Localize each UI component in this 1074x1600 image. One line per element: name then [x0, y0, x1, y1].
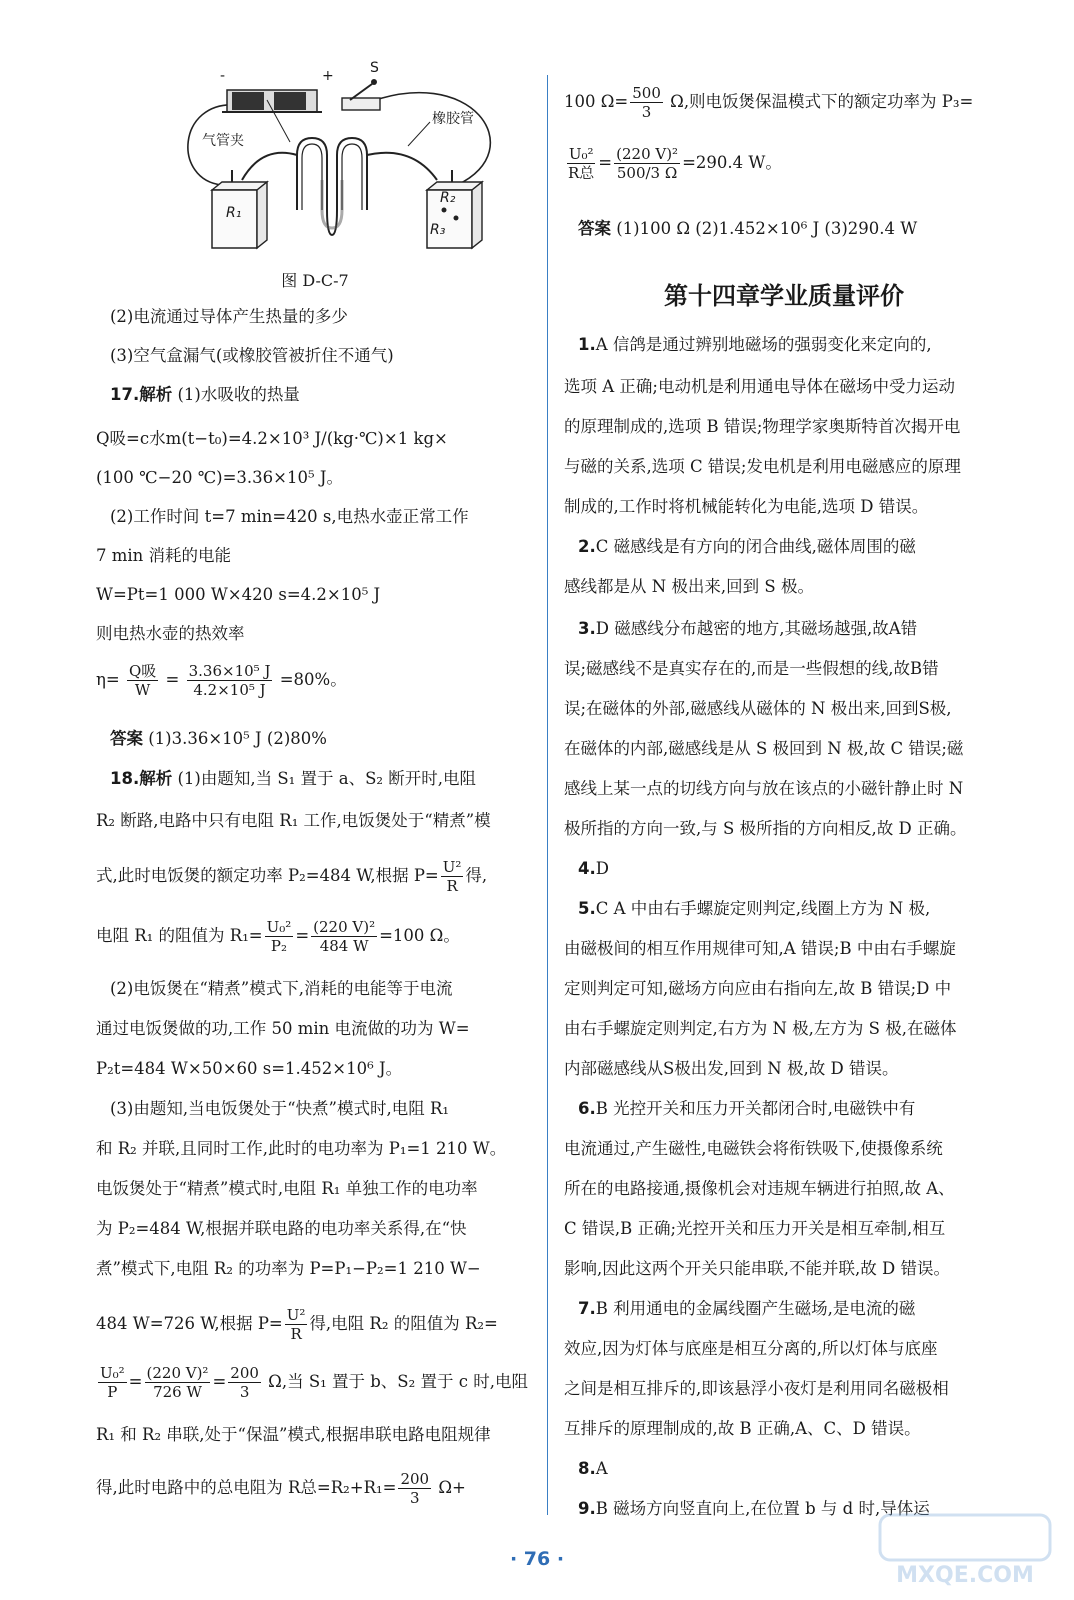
text-line: W=Pt=1 000 W×420 s=4.2×10⁵ J	[96, 585, 381, 604]
figure-label-tube: 橡胶管	[432, 111, 474, 127]
text-line: 效应,因为灯体与底座是相互分离的,所以灯体与底座	[564, 1339, 938, 1358]
text-line: 通过电饭煲做的功,工作 50 min 电流做的功为 W=	[96, 1019, 470, 1038]
text-span: =290.4 W。	[682, 153, 782, 172]
text-line: 误;在磁体的外部,磁感线从磁体的 N 极出来,回到S极,	[564, 699, 952, 718]
answer-option: A	[595, 335, 608, 354]
numerator: U₀²	[100, 1364, 125, 1382]
text-line: 煮”模式下,电阻 R₂ 的功率为 P=P₁−P₂=1 210 W−	[96, 1259, 481, 1278]
text-line: 与磁的关系,选项 C 错误;发电机是利用电磁感应的原理	[564, 457, 961, 476]
question-number: 2.	[578, 537, 596, 556]
numerator: U²	[286, 1306, 306, 1324]
text-line: 影响,因此这两个开关只能串联,不能并联,故 D 错误。	[564, 1259, 950, 1278]
figure-label-r2: R₂	[440, 190, 456, 206]
text-span: 100 Ω=	[564, 92, 629, 111]
section-title: 第十四章学业质量评价	[664, 282, 904, 310]
text-line: 之间是相互排斥的,即该悬浮小夜灯是利用同名磁极相	[564, 1379, 949, 1398]
question-number: 6.	[578, 1099, 596, 1118]
text-line: (2)电流通过导体产生热量的多少	[110, 307, 348, 326]
text-line: 为 P₂=484 W,根据并联电路的电功率关系得,在“快	[96, 1219, 467, 1238]
denominator: 484 W	[319, 937, 369, 955]
figure-label-clip: 气管夹	[202, 133, 244, 149]
fraction	[98, 1364, 127, 1401]
text-line: Q吸=c水m(t−t₀)=4.2×10³ J/(kg·℃)×1 kg×	[96, 429, 448, 448]
numerator: 200	[400, 1470, 430, 1488]
q5-line	[578, 898, 930, 920]
numerator: (220 V)²	[146, 1364, 209, 1382]
text-line: 互排斥的原理制成的,故 B 正确,A、C、D 错误。	[564, 1419, 921, 1438]
figure-label-r3: R₃	[430, 222, 446, 238]
fraction	[398, 1470, 431, 1507]
fraction	[145, 1364, 211, 1401]
denominator: W	[134, 681, 151, 699]
q18-header	[110, 768, 476, 790]
text-span: =100 Ω。	[379, 926, 460, 945]
text-line: 误;磁感线不是真实存在的,而是一些假想的线,故B错	[564, 659, 939, 678]
text-span: 得,	[465, 866, 488, 885]
circuit-figure	[182, 60, 512, 260]
answer-label: 答案	[578, 219, 611, 238]
text-line: 由右手螺旋定则判定,右方为 N 极,左方为 S 极,在磁体	[564, 1019, 957, 1038]
fraction	[441, 858, 464, 895]
text-span: 得,电阻 R₂ 的阻值为 R₂=	[309, 1314, 498, 1333]
text-span: η=	[96, 670, 120, 689]
fraction	[285, 1306, 308, 1343]
answer-line	[110, 728, 327, 750]
numerator: U₀²	[568, 145, 594, 163]
text-line: (3)由题知,当电饭煲处于“快煮”模式时,电阻 R₁	[110, 1099, 450, 1118]
analysis-label: 解析	[139, 385, 173, 404]
text-span: =	[165, 670, 180, 689]
formula-line	[564, 145, 782, 182]
question-number: 17.	[110, 385, 140, 404]
text-span: 利用通电的金属线圈产生磁场,是电流的磁	[607, 1299, 916, 1318]
column-divider	[547, 75, 548, 1515]
text-line: 定则判定可知,磁场方向应由右指向左,故 B 错误;D 中	[564, 979, 952, 998]
text-line: 由磁极间的相互作用规律可知,A 错误;B 中由右手螺旋	[564, 939, 956, 958]
denominator: 3	[641, 103, 652, 121]
text-line: (2)工作时间 t=7 min=420 s,电热水壶正常工作	[110, 507, 469, 526]
text-line: R₂ 断路,电路中只有电阻 R₁ 工作,电饭煲处于“精煮”模	[96, 811, 491, 830]
text-span: 信鸽是通过辨别地磁场的强弱变化来定向的,	[607, 335, 932, 354]
numerator: 3.36×10⁵ J	[188, 662, 271, 680]
numerator: Q吸	[128, 662, 157, 680]
text-span: (1)100 Ω (2)1.452×10⁶ J (3)290.4 W	[611, 219, 918, 238]
q1-line	[578, 334, 932, 356]
question-number: 9.	[578, 1499, 596, 1518]
figure-caption: 图 D-C-7	[281, 271, 349, 290]
text-span: =	[598, 153, 613, 172]
q17-header	[110, 384, 300, 406]
figure-label-minus: -	[220, 68, 226, 84]
page-number: · 76 ·	[509, 1548, 565, 1570]
denominator: 500/3 Ω	[616, 164, 678, 182]
fraction	[614, 145, 680, 182]
text-line: 选项 A 正确;电动机是利用通电导体在磁场中受力运动	[564, 377, 955, 396]
fraction	[127, 662, 158, 699]
answer-option: D	[595, 619, 609, 638]
text-line: (100 ℃−20 ℃)=3.36×10⁵ J。	[96, 468, 343, 487]
text-span: =	[128, 1372, 143, 1391]
denominator: R	[446, 877, 458, 895]
question-number: 7.	[578, 1299, 596, 1318]
text-span: 得,此时电路中的总电阻为 R总=R₂+R₁=	[96, 1478, 397, 1497]
text-line: 在磁体的内部,磁感线是从 S 极回到 N 极,故 C 错误;磁	[564, 739, 964, 758]
denominator: R总	[568, 164, 595, 182]
figure-label-plus: +	[322, 68, 334, 84]
numerator: U²	[442, 858, 462, 876]
answer-option: C	[595, 537, 609, 556]
answer-option: C	[595, 899, 609, 918]
text-span: =80%。	[279, 670, 347, 689]
text-span: (1)由题知,当 S₁ 置于 a、S₂ 断开时,电阻	[172, 769, 476, 788]
denominator: 4.2×10⁵ J	[193, 681, 266, 699]
text-line: (3)空气盒漏气(或橡胶管被折住不通气)	[110, 346, 394, 365]
question-number: 4.	[578, 859, 596, 878]
denominator: 3	[239, 1383, 250, 1401]
text-span: 484 W=726 W,根据 P=	[96, 1314, 283, 1333]
circuit-diagram	[182, 60, 512, 260]
text-line: 的原理制成的,选项 B 错误;物理学家奥斯特首次揭开电	[564, 417, 961, 436]
text-span: 式,此时电饭煲的额定功率 P₂=484 W,根据 P=	[96, 866, 439, 885]
text-line: C 错误,B 正确;光控开关和压力开关是相互牵制,相互	[564, 1219, 946, 1238]
answer-option: A	[595, 1459, 608, 1478]
text-line: P₂t=484 W×50×60 s=1.452×10⁶ J。	[96, 1059, 403, 1078]
numerator: 200	[230, 1364, 259, 1382]
formula-line	[96, 1364, 528, 1401]
denominator: R	[290, 1325, 302, 1343]
text-line: 电流通过,产生磁性,电磁铁会将衔铁吸下,使摄像系统	[564, 1139, 943, 1158]
q6-line	[578, 1098, 915, 1120]
answer-option: B	[595, 1299, 608, 1318]
fraction	[187, 662, 273, 699]
formula-line	[96, 1470, 466, 1507]
fraction	[228, 1364, 261, 1401]
text-span: A 中由右手螺旋定则判定,线圈上方为 N 极,	[608, 899, 931, 918]
watermark-icon	[870, 1510, 1060, 1590]
question-number: 1.	[578, 335, 596, 354]
answer-label: 答案	[110, 729, 143, 748]
formula-line	[564, 84, 973, 121]
text-span: 磁感线是有方向的闭合曲线,磁体周围的磁	[608, 537, 916, 556]
fraction	[265, 918, 294, 955]
text-line: 所在的电路接通,摄像机会对违规车辆进行拍照,故 A、	[564, 1179, 955, 1198]
text-span: (1)水吸收的热量	[172, 385, 300, 404]
numerator: U₀²	[266, 918, 292, 936]
text-line: 电饭煲处于“精煮”模式时,电阻 R₁ 单独工作的电功率	[96, 1179, 478, 1198]
answer-option: B	[595, 1099, 608, 1118]
text-line: 和 R₂ 并联,且同时工作,此时的电功率为 P₁=1 210 W。	[96, 1139, 507, 1158]
text-span: =	[295, 926, 310, 945]
analysis-label: 解析	[139, 769, 173, 788]
denominator: 726 W	[153, 1383, 202, 1401]
denominator: 3	[410, 1489, 420, 1507]
text-span: =	[212, 1372, 227, 1391]
text-line: 感线都是从 N 极出来,回到 S 极。	[564, 577, 814, 596]
question-number: 18.	[110, 769, 140, 788]
text-span: 磁感线分布越密的地方,其磁场越强,故A错	[608, 619, 918, 638]
text-line: 制成的,工作时将机械能转化为电能,选项 D 错误。	[564, 497, 929, 516]
text-span: 光控开关和压力开关都闭合时,电磁铁中有	[607, 1099, 916, 1118]
text-line: 感线上某一点的切线方向与放在该点的小磁针静止时 N	[564, 779, 964, 798]
numerator: (220 V)²	[616, 145, 679, 163]
text-span: 电阻 R₁ 的阻值为 R₁=	[96, 926, 263, 945]
q4-line	[578, 858, 609, 880]
denominator: P	[107, 1383, 118, 1401]
text-span: (1)3.36×10⁵ J (2)80%	[143, 729, 327, 748]
text-line: (2)电饭煲在“精煮”模式下,消耗的电能等于电流	[110, 979, 453, 998]
figure-label-r1: R₁	[226, 205, 242, 221]
answer-option: D	[595, 859, 609, 878]
answer-line	[578, 218, 917, 240]
answer-option: B	[595, 1499, 608, 1518]
formula-line	[96, 858, 487, 895]
q2-line	[578, 536, 916, 558]
q3-line	[578, 618, 917, 640]
question-number: 3.	[578, 619, 596, 638]
text-line: 7 min 消耗的电能	[96, 546, 232, 565]
text-span: 磁场方向竖直向上,在位置 b 与 d 时,导体运	[607, 1499, 930, 1518]
denominator: P₂	[270, 937, 288, 955]
fraction	[630, 84, 663, 121]
numerator: (220 V)²	[313, 918, 376, 936]
fraction	[311, 918, 377, 955]
figure-label-switch: S	[370, 60, 379, 76]
text-span: Ω+	[433, 1478, 466, 1497]
formula-line	[96, 662, 347, 699]
question-number: 5.	[578, 899, 596, 918]
text-line: R₁ 和 R₂ 串联,处于“保温”模式,根据串联电路电阻规律	[96, 1425, 491, 1444]
formula-line	[96, 918, 460, 955]
q7-line	[578, 1298, 915, 1320]
fraction	[566, 145, 596, 182]
question-number: 8.	[578, 1459, 596, 1478]
numerator: 500	[632, 84, 661, 102]
text-line: 内部磁感线从S极出发,回到 N 极,故 D 错误。	[564, 1059, 899, 1078]
text-span: Ω,当 S₁ 置于 b、S₂ 置于 c 时,电阻	[262, 1372, 528, 1391]
text-span: Ω,则电饭煲保温模式下的额定功率为 P₃=	[664, 92, 974, 111]
q8-line	[578, 1458, 608, 1480]
text-line: 极所指的方向一致,与 S 极所指的方向相反,故 D 正确。	[564, 819, 967, 838]
formula-line	[96, 1306, 498, 1343]
watermark-logo	[870, 1510, 1060, 1590]
text-line: 则电热水壶的热效率	[96, 624, 245, 643]
svg-text:MXQE.COM: MXQE.COM	[896, 1563, 1034, 1588]
